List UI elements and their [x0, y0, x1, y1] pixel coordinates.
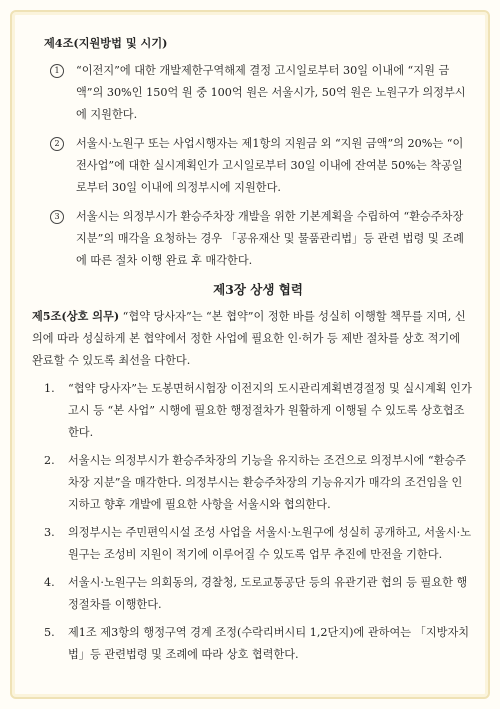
article-5-item-3	[32, 522, 472, 566]
circled-number: 2	[50, 137, 64, 151]
article-5-item-2	[32, 450, 472, 516]
article-4-item-3	[44, 206, 472, 272]
item-text: 서울시는 의정부시가 환승주차장의 기능을 유지하는 조건으로 의정부시에 “환승주차장 지분”을 매각한다. 의정부시는 환승주차장의 기능유지가 매각의 조건임을 인지하고 향후 개발에 필요한 사항을 서울시와 협의한다.	[68, 454, 467, 511]
item-text: 서울시·노원구는 의회동의, 경찰청, 도로교통공단 등의 유관기관 협의 등 필요한 행정절차를 이행한다.	[68, 576, 468, 611]
item-number: 1.	[44, 382, 55, 395]
item-text: 제1조 제3항의 행정구역 경계 조정(수락리버시티 1,2단지)에 관하여는 「지방자치법」등 관련법령 및 조례에 따라 상호 협력한다.	[68, 626, 470, 661]
article-5-item-5	[32, 622, 472, 666]
article-5-lead-paragraph	[32, 305, 472, 372]
article-4-item-1	[44, 60, 472, 126]
article-5-lead-text: “협약 당사자”는 “본 협약”이 정한 바를 성실히 이행할 책무를 지며, 신의에 따라 성실하게 본 협약에서 정한 사업에 필요한 인·허가 등 제반 절차를 상호 적기에 완료할 수 있도록 최선을 다한다.	[32, 310, 466, 367]
circled-number: 1	[50, 64, 64, 78]
article-5	[32, 305, 472, 666]
circled-number: 3	[50, 210, 64, 224]
item-number: 2.	[44, 454, 55, 467]
article-4-item-2	[44, 133, 472, 199]
article-5-title: 제5조(상호 의무)	[32, 309, 120, 323]
item-number: 5.	[44, 626, 55, 639]
article-5-item-4	[32, 572, 472, 616]
article-4-title: 제4조(지원방법 및 시기)	[44, 36, 168, 50]
article-5-item-1	[32, 378, 472, 444]
item-number: 4.	[44, 576, 55, 589]
document-body	[32, 32, 472, 666]
item-number: 3.	[44, 526, 55, 539]
chapter-3-title: 제3장 상생 협력	[213, 282, 303, 297]
item-text: “이전지”에 대한 개발제한구역해제 결정 고시일로부터 30일 이내에 “지원 금액”의 30%인 150억 원 중 100억 원은 서울시가, 50억 원은 노원구가 의정부시에 지원한다.	[76, 64, 466, 121]
item-text: “협약 당사자”는 도봉면허시험장 이전지의 도시관리계획변경절정 및 실시계획 인가고시 등 “본 사업” 시행에 필요한 행정절차가 원활하게 이행될 수 있도록 상호협조한다.	[68, 382, 472, 439]
item-text: 서울시는 의정부시가 환승주차장 개발을 위한 기본계획을 수립하여 “환승주차장 지분”의 매각을 요청하는 경우 「공유재산 및 물품관리법」등 관련 법령 및 조례에 따른 절차 이행 완료 후 매각한다.	[76, 210, 464, 267]
item-text: 서울시·노원구 또는 사업시행자는 제1항의 지원금 외 “지원 금액”의 20%는 “이전사업”에 대한 실시계획인가 고시일로부터 30일 이내에 잔여분 50%는 착공일로부터 30일 이내에 의정부시에 지원한다.	[76, 137, 464, 194]
item-text: 의정부시는 주민편익시설 조성 사업을 서울시·노원구에 성실히 공개하고, 서울시·노원구는 조성비 지원이 적기에 이루어질 수 있도록 업무 추진에 만전을 기한다.	[68, 526, 472, 561]
